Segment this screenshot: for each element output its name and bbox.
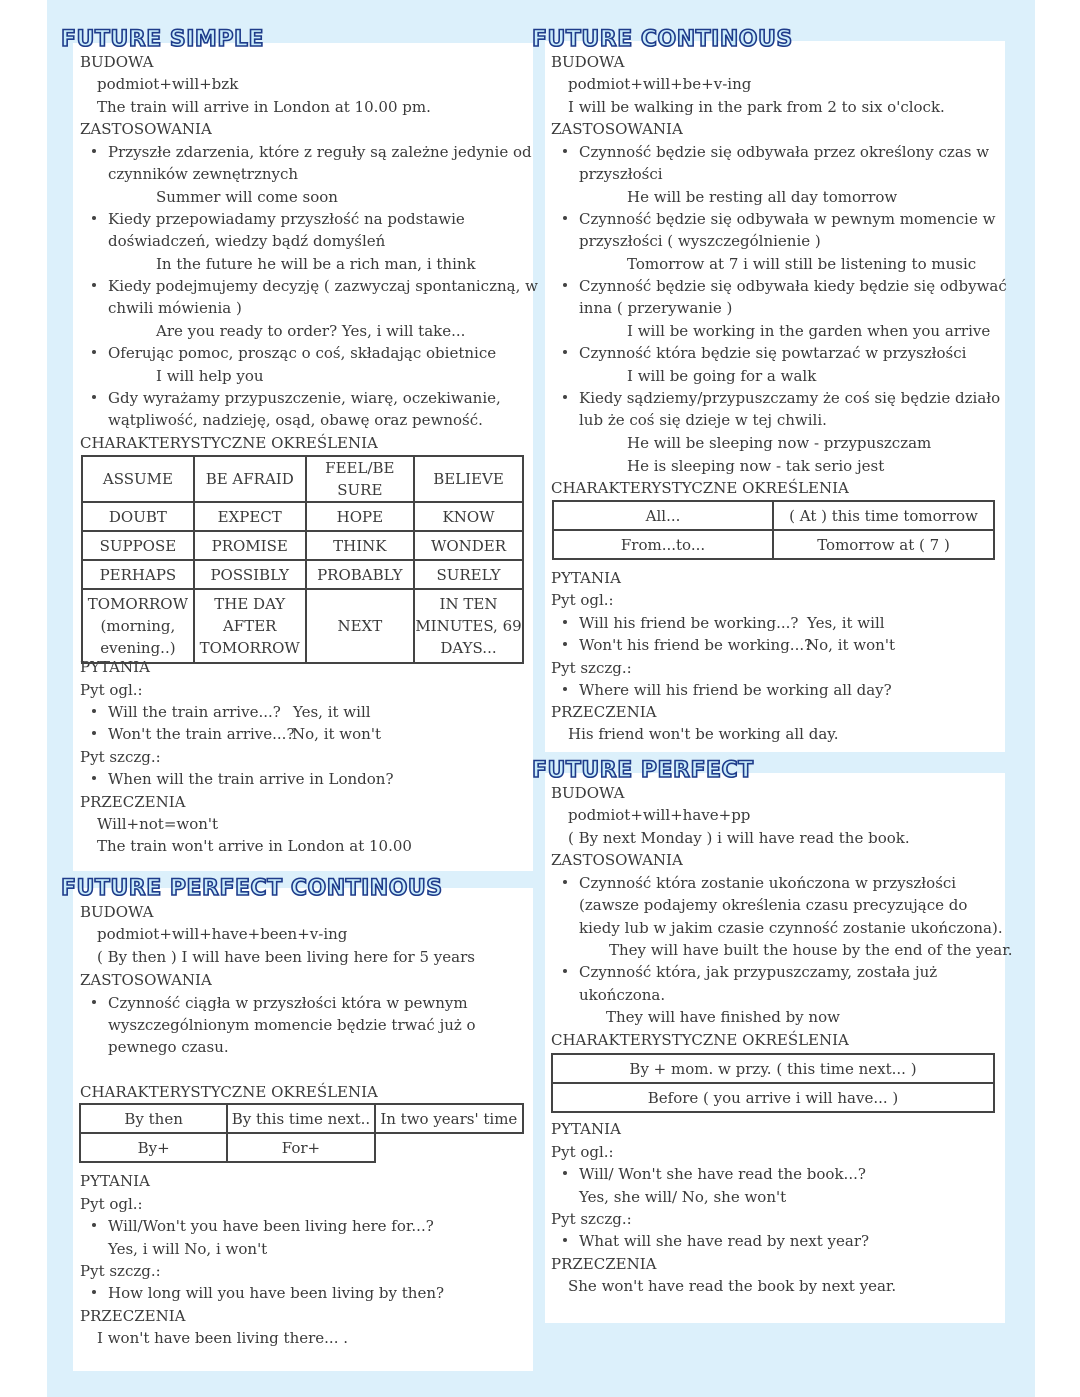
bullet-icon bbox=[92, 1000, 96, 1004]
bullet-icon bbox=[92, 709, 96, 713]
pytania-heading: PYTANIA bbox=[551, 569, 621, 587]
future-continous-section bbox=[551, 51, 1007, 751]
cell-line: TOMORROW bbox=[87, 595, 189, 613]
use-line: Czynność będzie się odbywała w pewnym momencie w bbox=[579, 210, 996, 228]
table-cell bbox=[306, 589, 414, 663]
zastosowania-heading: ZASTOSOWANIA bbox=[80, 971, 212, 989]
pyt-ogl-label: Pyt ogl.: bbox=[551, 1143, 614, 1161]
bullet-icon bbox=[563, 350, 567, 354]
use-line: doświadczeń, wiedzy bądź domyśleń bbox=[108, 232, 386, 250]
bullet-icon bbox=[92, 216, 96, 220]
use-line: chwili mówienia ) bbox=[108, 299, 242, 317]
formula-example: ( By next Monday ) i will have read the book. bbox=[568, 829, 910, 847]
future-perfect-expressions-table bbox=[551, 1053, 995, 1113]
budowa-heading: BUDOWA bbox=[80, 53, 154, 71]
table-cell: ASSUME bbox=[82, 456, 194, 502]
bullet-icon bbox=[92, 731, 96, 735]
bullet-icon bbox=[563, 283, 567, 287]
table-cell: Tomorrow at ( 7 ) bbox=[773, 530, 994, 559]
answer: Yes, it will bbox=[293, 703, 371, 721]
use-line: Gdy wyrażamy przypuszczenie, wiarę, oczekiwanie, bbox=[108, 389, 501, 407]
przeczenia-heading: PRZECZENIA bbox=[80, 793, 186, 811]
formula: podmiot+will+have+pp bbox=[568, 806, 751, 824]
use-line: przyszłości ( wyszczególnienie ) bbox=[579, 232, 821, 250]
negation-example: The train won't arrive in London at 10.00 bbox=[97, 837, 412, 855]
cell-line: IN TEN bbox=[439, 595, 498, 613]
formula: podmiot+will+bzk bbox=[97, 75, 239, 93]
table-cell: HOPE bbox=[306, 502, 414, 531]
table-cell: By + mom. w przy. ( this time next... ) bbox=[552, 1054, 994, 1083]
answer: Yes, it will bbox=[807, 614, 885, 632]
pyt-szczg-label: Pyt szczg.: bbox=[551, 659, 632, 677]
table-cell: SURELY bbox=[414, 560, 523, 589]
use-line: Kiedy podejmujemy decyzję ( zazwyczaj spontaniczną, w bbox=[108, 277, 538, 295]
future-perfect-section bbox=[551, 782, 1013, 1312]
table-cell: FEEL/BE SURE bbox=[306, 456, 414, 502]
use-line: pewnego czasu. bbox=[108, 1038, 229, 1056]
budowa-heading: BUDOWA bbox=[80, 903, 154, 921]
budowa-heading: BUDOWA bbox=[551, 53, 625, 71]
question: What will she have read by next year? bbox=[579, 1232, 870, 1250]
bullet-icon bbox=[92, 350, 96, 354]
okreslenia-heading: CHARAKTERYSTYCZNE OKREŚLENIA bbox=[551, 1031, 849, 1049]
use-line: Czynność będzie się odbywała przez określony czas w bbox=[579, 143, 990, 161]
pytania-heading: PYTANIA bbox=[80, 658, 150, 676]
table-cell: BE AFRAID bbox=[194, 456, 306, 502]
negation-rule: Will+not=won't bbox=[97, 815, 219, 833]
pyt-ogl-label: Pyt ogl.: bbox=[80, 681, 143, 699]
question: How long will you have been living by then? bbox=[108, 1284, 445, 1302]
table-cell: PROMISE bbox=[194, 531, 306, 560]
future-continous-expressions-table bbox=[552, 500, 995, 560]
use-example: They will have built the house by the end of the year. bbox=[609, 941, 1013, 959]
use-line: wyszczególnionym momencie będzie trwać już o bbox=[108, 1016, 476, 1034]
negation-example: She won't have read the book by next year. bbox=[568, 1277, 897, 1295]
bullet-icon bbox=[563, 620, 567, 624]
negation-example: I won't have been living there... . bbox=[97, 1329, 349, 1347]
bullet-icon bbox=[563, 149, 567, 153]
table-cell bbox=[194, 589, 306, 663]
bullet-icon bbox=[92, 1290, 96, 1294]
use-line: kiedy lub w jakim czasie czynność zostanie ukończona). bbox=[579, 919, 1003, 937]
future-simple-expressions-table bbox=[81, 455, 524, 664]
zastosowania-heading: ZASTOSOWANIA bbox=[551, 120, 683, 138]
cell-line: evening..) bbox=[100, 639, 176, 657]
question: When will the train arrive in London? bbox=[108, 770, 394, 788]
table-cell: From...to... bbox=[553, 530, 773, 559]
use-example: In the future he will be a rich man, i think bbox=[156, 255, 476, 273]
bullet-icon bbox=[563, 880, 567, 884]
use-example: They will have finished by now bbox=[606, 1008, 840, 1026]
cell-line: NEXT bbox=[337, 617, 383, 635]
answer: No, it won't bbox=[292, 725, 381, 743]
use-line: (zawsze podajemy określenia czasu precyzujące do bbox=[579, 896, 968, 914]
table-cell: THINK bbox=[306, 531, 414, 560]
bullet-icon bbox=[563, 216, 567, 220]
bullet-icon bbox=[563, 687, 567, 691]
bullet-icon bbox=[92, 1223, 96, 1227]
bullet-icon bbox=[92, 149, 96, 153]
table-cell bbox=[414, 589, 523, 663]
question: Will his friend be working...? bbox=[579, 614, 799, 632]
question: Will the train arrive...? bbox=[108, 703, 281, 721]
table-cell: In two years' time bbox=[375, 1104, 523, 1133]
question: Won't his friend be working...? bbox=[579, 636, 813, 654]
bullet-icon bbox=[92, 395, 96, 399]
formula-example: I will be walking in the park from 2 to six o'clock. bbox=[568, 98, 945, 116]
formula: podmiot+will+have+been+v-ing bbox=[97, 925, 348, 943]
table-cell: All... bbox=[553, 501, 773, 530]
question: Will/ Won't she have read the book...? bbox=[579, 1165, 866, 1183]
use-example: He is sleeping now - tak serio jest bbox=[627, 457, 885, 475]
cell-line: (morning, bbox=[100, 617, 176, 635]
use-line: Kiedy przepowiadamy przyszłość na podstawie bbox=[108, 210, 465, 228]
bullet-icon bbox=[92, 283, 96, 287]
table-cell: KNOW bbox=[414, 502, 523, 531]
use-example: He will be sleeping now - przypuszczam bbox=[627, 434, 932, 452]
use-line: Czynność która będzie się powtarzać w przyszłości bbox=[579, 344, 967, 362]
use-example: I will be going for a walk bbox=[627, 367, 817, 385]
use-line: Przyszłe zdarzenia, które z reguły są zależne jedynie od bbox=[108, 143, 532, 161]
table-cell: WONDER bbox=[414, 531, 523, 560]
table-cell: PROBABLY bbox=[306, 560, 414, 589]
pytania-heading: PYTANIA bbox=[80, 1172, 150, 1190]
use-example: Tomorrow at 7 i will still be listening to music bbox=[627, 255, 977, 273]
use-line: Czynność ciągła w przyszłości która w pewnym bbox=[108, 994, 468, 1012]
table-cell bbox=[82, 589, 194, 663]
table-cell: Before ( you arrive i will have... ) bbox=[552, 1083, 994, 1112]
use-line: Kiedy sądziemy/przypuszczamy że coś się będzie działo bbox=[579, 389, 1001, 407]
future-continous-title: FUTURE CONTINOUS bbox=[532, 27, 793, 52]
bullet-icon bbox=[563, 395, 567, 399]
answer: No, it won't bbox=[806, 636, 895, 654]
pyt-ogl-label: Pyt ogl.: bbox=[551, 591, 614, 609]
formula-example: The train will arrive in London at 10.00 pm. bbox=[97, 98, 431, 116]
use-example: Are you ready to order? Yes, i will take... bbox=[156, 322, 466, 340]
answer: Yes, she will/ No, she won't bbox=[579, 1188, 787, 1206]
table-cell: ( At ) this time tomorrow bbox=[773, 501, 994, 530]
use-line: wątpliwość, nadzieję, osąd, obawę oraz pewność. bbox=[108, 411, 483, 429]
use-line: Czynność będzie się odbywała kiedy będzie się odbywać bbox=[579, 277, 1007, 295]
use-line: inna ( przerywanie ) bbox=[579, 299, 733, 317]
answer: Yes, i will No, i won't bbox=[108, 1240, 268, 1258]
cell-line: TOMORROW bbox=[199, 639, 300, 657]
zastosowania-heading: ZASTOSOWANIA bbox=[551, 851, 683, 869]
use-example: He will be resting all day tomorrow bbox=[627, 188, 898, 206]
use-line: czynników zewnętrznych bbox=[108, 165, 299, 183]
zastosowania-heading: ZASTOSOWANIA bbox=[80, 120, 212, 138]
pyt-szczg-label: Pyt szczg.: bbox=[80, 1262, 161, 1280]
formula: podmiot+will+be+v-ing bbox=[568, 75, 752, 93]
table-cell: PERHAPS bbox=[82, 560, 194, 589]
bullet-icon bbox=[563, 1238, 567, 1242]
budowa-heading: BUDOWA bbox=[551, 784, 625, 802]
okreslenia-heading: CHARAKTERYSTYCZNE OKREŚLENIA bbox=[80, 1083, 378, 1101]
use-example: I will help you bbox=[156, 367, 264, 385]
use-line: lub że coś się dzieje w tej chwili. bbox=[579, 411, 827, 429]
future-simple-title: FUTURE SIMPLE bbox=[61, 27, 264, 52]
przeczenia-heading: PRZECZENIA bbox=[80, 1307, 186, 1325]
question: Won't the train arrive...? bbox=[108, 725, 295, 743]
pyt-ogl-label: Pyt ogl.: bbox=[80, 1195, 143, 1213]
use-line: ukończona. bbox=[579, 986, 666, 1004]
bullet-icon bbox=[92, 776, 96, 780]
formula-example: ( By then ) I will have been living here for 5 years bbox=[97, 948, 475, 966]
question: Where will his friend be working all day? bbox=[579, 681, 892, 699]
bullet-icon bbox=[563, 642, 567, 646]
table-cell: By+ bbox=[80, 1133, 227, 1162]
cell-line: MINUTES, 69 bbox=[415, 617, 522, 635]
cell-line: THE DAY bbox=[214, 595, 286, 613]
use-line: Czynność która, jak przypuszczamy, została już bbox=[579, 963, 938, 981]
table-cell: For+ bbox=[227, 1133, 374, 1162]
table-cell: BELIEVE bbox=[414, 456, 523, 502]
use-line: przyszłości bbox=[579, 165, 663, 183]
use-line: Czynność która zostanie ukończona w przyszłości bbox=[579, 874, 957, 892]
future-perfect-continous-title: FUTURE PERFECT CONTINOUS bbox=[61, 876, 443, 901]
okreslenia-heading: CHARAKTERYSTYCZNE OKREŚLENIA bbox=[80, 434, 378, 452]
use-example: I will be working in the garden when you arrive bbox=[627, 322, 991, 340]
okreslenia-heading: CHARAKTERYSTYCZNE OKREŚLENIA bbox=[551, 479, 849, 497]
pyt-szczg-label: Pyt szczg.: bbox=[80, 748, 161, 766]
empty-cell bbox=[375, 1133, 523, 1162]
table-cell: By this time next.. bbox=[227, 1104, 374, 1133]
use-line: Oferując pomoc, prosząc o coś, składając obietnice bbox=[108, 344, 497, 362]
cell-line: DAYS... bbox=[440, 639, 497, 657]
bullet-icon bbox=[563, 1171, 567, 1175]
przeczenia-heading: PRZECZENIA bbox=[551, 703, 657, 721]
negation-example: His friend won't be working all day. bbox=[568, 725, 839, 743]
table-cell: EXPECT bbox=[194, 502, 306, 531]
use-example: Summer will come soon bbox=[156, 188, 338, 206]
table-cell: SUPPOSE bbox=[82, 531, 194, 560]
question: Will/Won't you have been living here for...? bbox=[108, 1217, 434, 1235]
pyt-szczg-label: Pyt szczg.: bbox=[551, 1210, 632, 1228]
bullet-icon bbox=[563, 969, 567, 973]
table-cell: By then bbox=[80, 1104, 227, 1133]
future-perfect-continous-expressions-table bbox=[79, 1103, 524, 1163]
table-cell: POSSIBLY bbox=[194, 560, 306, 589]
przeczenia-heading: PRZECZENIA bbox=[551, 1255, 657, 1273]
future-perfect-title: FUTURE PERFECT bbox=[532, 758, 754, 783]
cell-line: AFTER bbox=[222, 617, 277, 635]
table-cell: DOUBT bbox=[82, 502, 194, 531]
pytania-heading: PYTANIA bbox=[551, 1120, 621, 1138]
